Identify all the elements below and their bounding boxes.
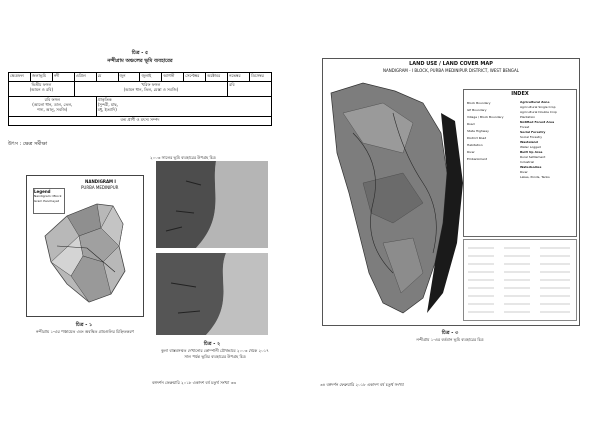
table-cell (228, 82, 272, 97)
map1-caption: নন্দীগ্রাম ১-এর পঞ্চায়েত এবং অবস্থিত গ্রামগুলির চিহ্নিতকরণ (36, 329, 134, 334)
index-group-title: Waterbodies (520, 165, 542, 169)
village-list-lines (464, 240, 576, 320)
index-item: Rural Settlement (520, 155, 546, 159)
map-caption-number: চিত্র - ৩ (441, 330, 459, 336)
index-item: Agricultural Double Crop (520, 110, 557, 114)
table-header-cell: জুন (118, 73, 140, 82)
table-header-cell: জলাভূমি (30, 73, 52, 82)
table-header-row (9, 73, 272, 82)
index-item: Water Logged (520, 145, 541, 149)
table-row (9, 82, 272, 97)
index-item: Habitation (467, 143, 483, 147)
chart-number: চিত্র - ৫ (131, 50, 149, 56)
index-group-title: Social Forestry (520, 130, 546, 134)
index-item: River (520, 170, 528, 174)
cell-text: খরিফ ফসল (141, 82, 161, 87)
table-cell (96, 97, 271, 117)
legend-item: Nandigram I Block (34, 194, 62, 198)
map-title: LAND USE / LAND COVER MAP (409, 61, 493, 67)
index-item: Industrial (520, 160, 535, 164)
photo-caption-number: চিত্র - ২ (203, 341, 221, 347)
map-title: NANDIGRAM I (85, 179, 116, 184)
cell-text: রবি ফসল (44, 97, 60, 102)
index-item: District Road (467, 136, 487, 140)
satellite-image (156, 161, 268, 248)
satellite-photo-bottom (156, 253, 268, 335)
index-item: Embankment (467, 157, 488, 161)
index-item: River (467, 150, 475, 154)
table-header-cell: আগস্ট (162, 73, 184, 82)
satellite-image (156, 253, 268, 335)
table-row (9, 117, 272, 126)
index-group-title: Agricultural Zone (520, 100, 550, 104)
table-header-cell: সেপ্টেম্বর (184, 73, 206, 82)
index-item: Agricultural Single Crop (520, 105, 556, 109)
table-cell: বন্য প্রাণী ও মৎস্য সম্পদ (9, 117, 272, 126)
index-item: Lakes, Ponds, Tanks (520, 175, 550, 179)
cell-text: (আলো ধান, ডাল, তেল, (32, 102, 73, 107)
index-group-title: Wasteland (520, 140, 538, 144)
satellite-photo-top (156, 161, 268, 248)
table-header-cell: জুলাই (140, 73, 162, 82)
table-cell (9, 82, 75, 97)
cell-text: শস্য, আলু, সবজি) (37, 107, 68, 112)
legend-item: Gram Panchayat (34, 199, 59, 203)
table-source: উৎস : ক্ষেত্র সমীক্ষা (8, 141, 48, 147)
cell-text: (আমন ও রবি) (29, 87, 54, 92)
cell-text: প্রাকৃতিক (97, 97, 112, 102)
legend-title: Legend (34, 189, 51, 194)
table-header-cell: এপ্রিল (74, 73, 96, 82)
cell-text: (সুন্দরী, মাছ, (97, 102, 119, 107)
panchayat-shape (27, 176, 143, 316)
map-subtitle: NANDIGRAM - I BLOCK, PURBA MEDINIPUR DISTRICT, WEST BENGAL (383, 68, 519, 73)
cell-text: মধু, ইত্যাদি) (97, 107, 117, 112)
village-list (463, 239, 577, 321)
index-item: Forest (520, 125, 530, 129)
map1-caption-number: চিত্র - ১ (75, 322, 93, 328)
table-header-cell: নদী (52, 73, 74, 82)
index-item: Plantation (520, 115, 536, 119)
photo-caption: সাল পর্যন্ত ভূমির ব্যবহারের উপগ্রহ চিত্র (184, 354, 246, 359)
cell-text: (আমন ধান, তিল, মেস্তা ও সবজি) (123, 87, 179, 92)
index-item: Social Forestry (520, 135, 543, 139)
land-use-table (8, 72, 272, 126)
map-caption: নন্দীগ্রাম ১-এর বর্তমান ভূমি ব্যবহারের চিত্র (416, 337, 484, 342)
photo-note: ২০০৩ সালের ভূমি ব্যবহারের উপগ্রহ চিত্র (150, 155, 216, 160)
photo-caption: কুলা বাস্তবসম্মত দেখানোর কোম্পানী যৌথভাবে ২০০৩ থেকে ২০১৭ (161, 348, 269, 353)
index-item: Village / Block Boundary (467, 115, 504, 119)
index-item: State Highway (467, 129, 489, 133)
table-header-cell: ডিসেম্বর (249, 73, 271, 82)
index-item: Block Boundary (467, 101, 491, 105)
page-footer: বঙ্গদর্শন ফেব্রুয়ারি ২০১৮ একাদশ বর্ষ চতুর্থ সংখ্যা ৩৩ (152, 380, 236, 385)
table-title: নন্দীগ্রাম অঞ্চলের ভূমি ব্যবহারের (107, 58, 173, 64)
index-item: Road (467, 122, 475, 126)
table-cell (9, 97, 97, 117)
index-group-title: Notified Forest Area (520, 120, 555, 124)
table-row (9, 97, 272, 117)
table-header-cell: মে (96, 73, 118, 82)
table-cell (74, 82, 227, 97)
index-left-column (467, 100, 515, 163)
table-header-cell: ক্ষেত্রফল (9, 73, 31, 82)
panchayat-map (26, 175, 144, 317)
cell-text: রবি (229, 82, 235, 87)
table-header-cell: অক্টোবর (206, 73, 228, 82)
map-subtitle: PURBA MEDINIPUR (81, 185, 119, 190)
index-group-title: Built Up Area (520, 150, 543, 154)
index-item: GP Boundary (467, 108, 487, 112)
map-index (463, 89, 577, 237)
land-cover-map (322, 58, 580, 326)
table-header-cell: নভেম্বর (228, 73, 250, 82)
index-title: INDEX (511, 91, 529, 97)
page-footer: ৩৪ বঙ্গদর্শন ফেব্রুয়ারি ২০১৮ একাদশ বর্ষ চতুর্থ সংখ্যা (320, 382, 404, 387)
index-right-column (520, 100, 574, 180)
right-page (300, 0, 600, 424)
cell-text: দ্বিতীয় ফসল (31, 82, 52, 87)
